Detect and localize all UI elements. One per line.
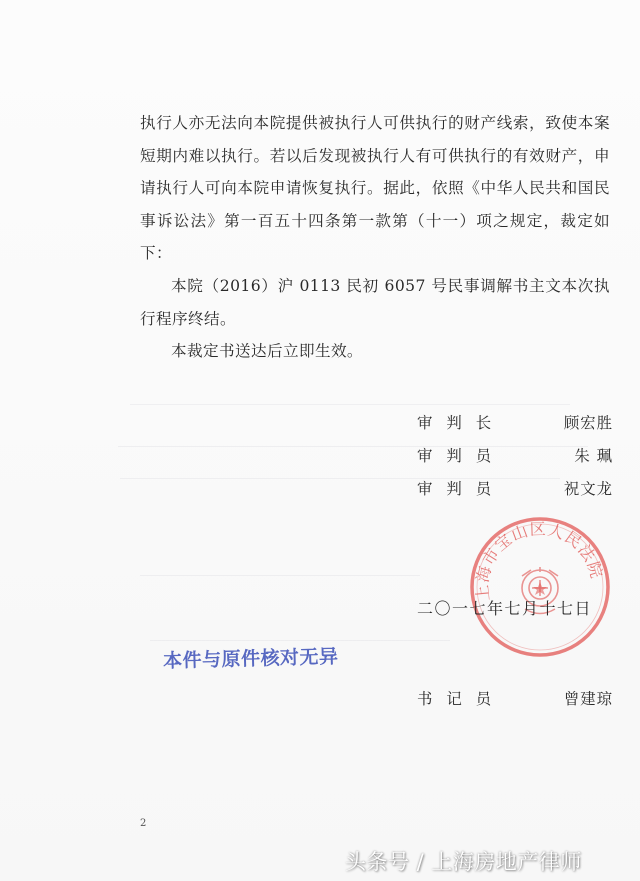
signature-name: 朱 珮 <box>574 447 613 465</box>
court-seal-icon <box>465 512 615 662</box>
ruling-paragraph: 执行人亦无法向本院提供被执行人可供执行的财产线索，致使本案短期内难以执行。若以后发现被执行人有可供执行的有效财产，申请执行人可向本院申请恢复执行。据此，依照《中华人民共和国民事诉讼法》第一百五十四条第一款第（十一）项之规定，裁定如下： <box>140 114 610 263</box>
verification-stamp: 本件与原件核对无异 <box>162 645 339 673</box>
signature-role: 书记员 <box>417 690 506 708</box>
ruling-date: 二〇一七年七月十七日 <box>417 599 593 618</box>
signature-clerk <box>417 687 613 711</box>
signature-name: 祝文龙 <box>563 480 613 498</box>
court-seal-text: 上海市宝山区人民法院 <box>472 519 607 602</box>
signature-judge-1 <box>417 444 613 468</box>
signature-name: 顾宏胜 <box>563 414 613 432</box>
page-number: 2 <box>140 818 147 829</box>
signature-role: 审判长 <box>417 414 506 432</box>
ruling-body <box>140 107 610 368</box>
signature-name: 曾建琼 <box>563 690 613 708</box>
ruling-decision: 本院（2016）沪 0113 民初 6057 号民事调解书主文本次执行程序终结。 <box>140 276 610 328</box>
signature-presiding-judge <box>417 411 613 435</box>
signature-role: 审判员 <box>417 480 506 498</box>
ruling-effect: 本裁定书送达后立即生效。 <box>171 342 363 361</box>
signature-judge-2 <box>417 477 613 501</box>
signature-role: 审判员 <box>417 447 506 465</box>
source-watermark: 头条号 / 上海房地产律师 <box>345 850 582 874</box>
